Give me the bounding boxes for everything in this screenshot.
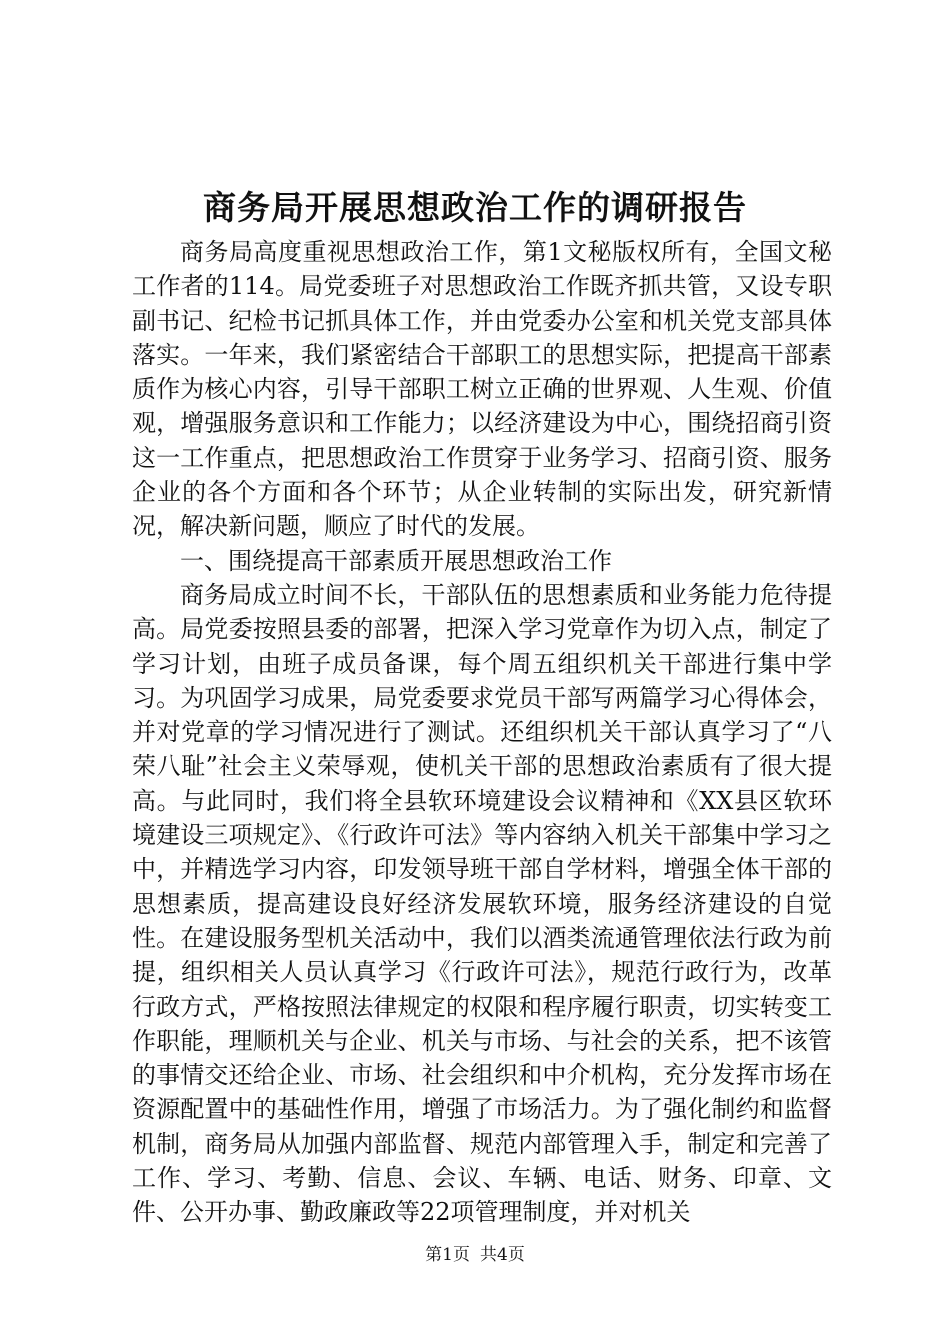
page-number: 第1页 [425,1245,470,1265]
page-footer [0,1243,950,1267]
page-total: 共4页 [480,1245,525,1265]
document-title: 商务局开展思想政治工作的调研报告 [203,188,747,227]
section-paragraph: 商务局成立时间不长，干部队伍的思想素质和业务能力危待提高。局党委按照县委的部署，把深入学习党章作为切入点，制定了学习计划，由班子成员备课，每个周五组织机关干部进行集中学习。为巩固学习成果，局党委要求党员干部写两篇学习心得体会，并对党章的学习情况进行了测试。还组织机关干部认真学习了“八荣八耻”社会主义荣辱观，使机关干部的思想政治素质有了很大提高。与此同时，我们将全县软环境建设会议精神和《XX县区软环境建设三项规定》、《行政许可法》等内容纳入机关干部集中学习之中，并精选学习内容，印发领导班干部自学材料，增强全体干部的思想素质，提高建设良好经济发展软环境，服务经济建设的自觉性。在建设服务型机关活动中，我们以酒类流通管理依法行政为前提，组织相关人员认真学习《行政许可法》，规范行政行为，改革行政方式，严格按照法律规定的权限和程序履行职责，切实转变工作职能，理顺机关与企业、机关与市场、与社会的关系，把不该管的事情交还给企业、市场、社会组织和中介机构，充分发挥市场在资源配置中的基础性作用，增强了市场活力。为了强化制约和监督机制，商务局从加强内部监督、规范内部管理入手，制定和完善了工作、学习、考勤、信息、会议、车辆、电话、财务、印章、文件、公开办事、勤政廉政等22项管理制度，并对机关 [132,580,832,1227]
intro-paragraph: 商务局高度重视思想政治工作，第1文秘版权所有，全国文秘工作者的114。局党委班子对思想政治工作既齐抓共管，又设专职副书记、纪检书记抓具体工作，并由党委办公室和机关党支部具体落实。一年来，我们紧密结合干部职工的思想实际，把提高干部素质作为核心内容，引导干部职工树立正确的世界观、人生观、价值观，增强服务意识和工作能力；以经济建设为中心，围绕招商引资这一工作重点，把思想政治工作贯穿于业务学习、招商引资、服务企业的各个方面和各个环节；从企业转制的实际出发，研究新情况，解决新问题，顺应了时代的发展。 [132,238,832,541]
document-body [132,235,832,1230]
section-heading: 一、围绕提高干部素质开展思想政治工作 [180,546,612,575]
